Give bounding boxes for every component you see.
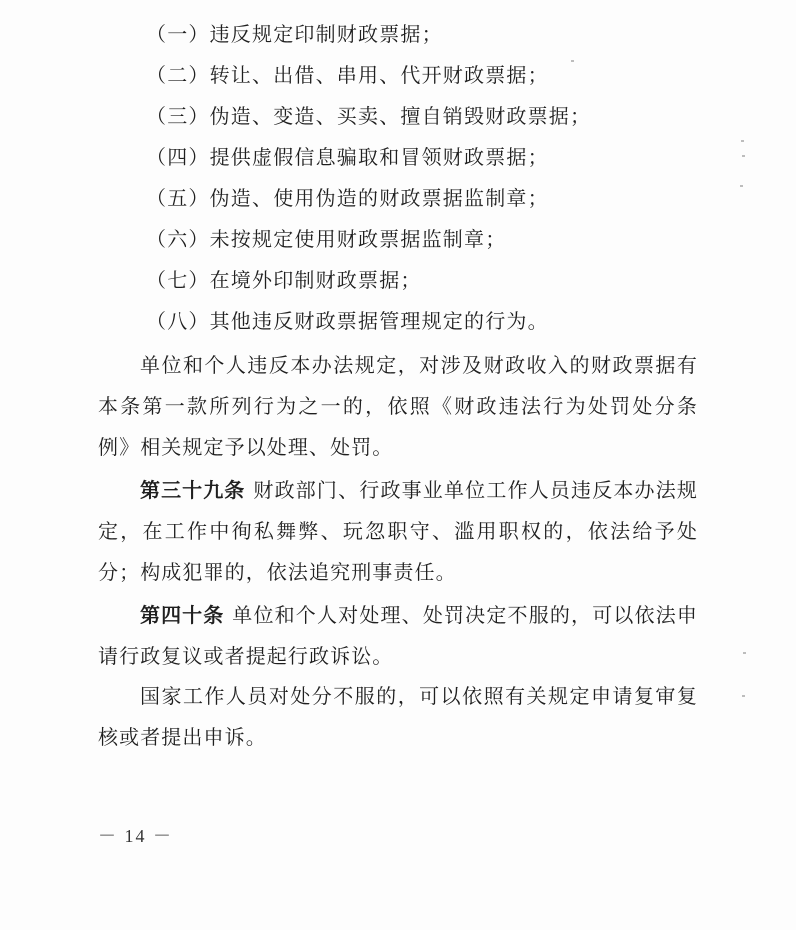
appeal-paragraph: 国家工作人员对处分不服的，可以依照有关规定申请复审复核或者提出申诉。 [98, 684, 698, 749]
scan-speck [742, 155, 745, 157]
article-40 [98, 595, 698, 677]
penalty-paragraph: 单位和个人违反本办法规定，对涉及财政收入的财政票据有本条第一款所列行为之一的，依照《财政违法行为处罚处分条例》相关规定予以处理、处罚。 [98, 353, 698, 459]
scan-speck [740, 185, 743, 187]
page-number: － 14 － [98, 826, 173, 846]
article-text: 财政部门、行政事业单位工作人员违反本办法规定，在工作中徇私舞弊、玩忽职守、滥用职权的，依法给予处分；构成犯罪的，依法追究刑事责任。 [98, 478, 699, 584]
scan-speck [743, 652, 746, 654]
article-text: 单位和个人对处理、处罚决定不服的，可以依法申请行政复议或者提起行政诉讼。 [98, 603, 699, 668]
list-item: （四）提供虚假信息骗取和冒领财政票据； [146, 145, 549, 169]
scan-speck [742, 695, 745, 697]
scan-speck [571, 60, 574, 62]
list-item: （三）伪造、变造、买卖、擅自销毁财政票据； [146, 104, 592, 128]
list-item: （六）未按规定使用财政票据监制章； [146, 227, 507, 251]
scan-speck [741, 140, 744, 142]
list-item: （五）伪造、使用伪造的财政票据监制章； [146, 186, 549, 210]
list-item: （八）其他违反财政票据管理规定的行为。 [146, 309, 549, 333]
list-item: （一）违反规定印制财政票据； [146, 22, 443, 46]
list-item: （二）转让、出借、串用、代开财政票据； [146, 63, 549, 87]
article-number: 第三十九条 [140, 478, 246, 502]
article-number: 第四十条 [140, 603, 225, 627]
list-item: （七）在境外印制财政票据； [146, 268, 422, 292]
violation-list [146, 18, 706, 346]
article-39 [98, 470, 698, 593]
